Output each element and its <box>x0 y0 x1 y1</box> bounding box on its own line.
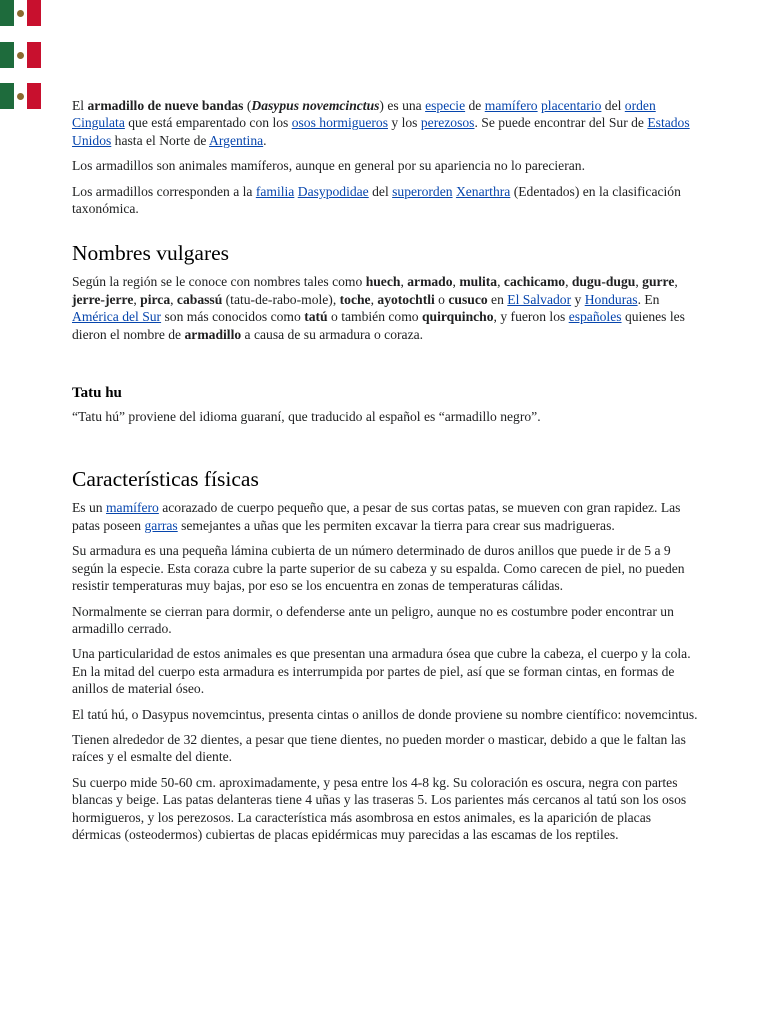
link-america-del-sur[interactable]: América del Sur <box>72 309 162 325</box>
paragraph-nombres: Según la región se le conoce con nombres tales como huech, armado, mulita, cachicamo, dugu-dugu, gurre, jerre-jerre, pirca, cabassú (tatu-de-rabo-mole), toche, ayotochtli o cusuco en El Salvador y Honduras. En América del Sur son más conocidos como tatú o también como quirquincho, y fueron los españoles quienes les dieron el nombre de armadillo a causa de su armadura o coraza. <box>72 274 685 342</box>
article-body <box>72 97 698 851</box>
link-perezosos[interactable]: perezosos <box>420 115 475 131</box>
link-espanoles[interactable]: españoles <box>568 309 622 325</box>
paragraph-caracteristicas-6: Tienen alrededor de 32 dientes, a pesar que tiene dientes, no pueden morder o masticar, debido a que le faltan las raíces y el esmalte del diente. <box>72 731 686 765</box>
mexico-flag-icon <box>0 42 41 68</box>
link-el-salvador[interactable]: El Salvador <box>507 291 572 307</box>
paragraph-mamiferos: Los armadillos son animales mamíferos, aunque en general por su apariencia no lo parecieran. <box>72 158 585 174</box>
paragraph-caracteristicas-2: Su armadura es una pequeña lámina cubierta de un número determinado de duros anillos que puede ir de 5 a 9 según la especie. Esta coraza cubre la parte superior de su cabeza y su espalda. Como carecen de piel, no pueden resistir temperaturas muy bajas, por eso se los encuentra en zonas de temperaturas cálidas. <box>72 543 685 594</box>
link-familia[interactable]: familia <box>255 183 295 199</box>
paragraph-caracteristicas-5: El tatú hú, o Dasypus novemcintus, presenta cintas o anillos de donde proviene su nombre científico: novemcintus. <box>72 706 698 722</box>
link-superorden[interactable]: superorden <box>392 183 453 199</box>
heading-caracteristicas-fisicas: Características físicas <box>72 467 259 492</box>
paragraph-tatu-hu: “Tatu hú” proviene del idioma guaraní, que traducido al español es “armadillo negro”. <box>72 409 541 425</box>
paragraph-caracteristicas-1: Es un mamífero acorazado de cuerpo pequeño que, a pesar de sus cortas patas, se mueven con gran rapidez. Las patas poseen garras semejantes a uñas que les permiten excavar la tierra para crear sus madrigueras. <box>72 500 681 533</box>
heading-tatu-hu: Tatu hu <box>72 385 122 402</box>
heading-nombres-vulgares: Nombres vulgares <box>72 241 230 266</box>
paragraph-caracteristicas-7: Su cuerpo mide 50-60 cm. aproximadamente, y pesa entre los 4-8 kg. Su coloración es oscura, negra con partes blancas y beige. Las patas delanteras tiene 4 uñas y las traseras 5. Los parientes más cercanos al tatú son los osos hormigueros, y los perezosos. La característica más asombrosa en estos animales, es la aparición de placas dérmicas (osteodermos) cubiertas de placas epidérmicas muy parecidas a las escamas de los reptiles. <box>72 774 687 842</box>
link-especie[interactable]: especie <box>425 98 466 113</box>
mexico-flag-icon <box>0 0 41 26</box>
link-dasypodidae[interactable]: Dasypodidae <box>297 183 369 199</box>
link-argentina[interactable]: Argentina <box>209 132 264 148</box>
link-mamifero[interactable]: mamífero <box>484 98 538 113</box>
link-mamifero-2[interactable]: mamífero <box>105 500 159 516</box>
link-xenarthra[interactable]: Xenarthra <box>455 183 511 199</box>
link-cingulata[interactable]: Cingulata <box>72 115 125 131</box>
mexico-flag-icon <box>0 83 41 109</box>
link-garras[interactable]: garras <box>144 517 178 533</box>
paragraph-clasificacion: Los armadillos corresponden a la familia Dasypodidae del superorden Xenarthra (Edentados) en la clasificación taxonómica. <box>72 183 681 217</box>
link-orden[interactable]: orden <box>624 98 656 113</box>
link-osos-hormigueros[interactable]: osos hormigueros <box>291 115 388 131</box>
paragraph-caracteristicas-3: Normalmente se cierran para dormir, o defenderse ante un peligro, aunque no es costumbre poder encontrar un armadillo cerrado. <box>72 603 674 636</box>
link-estados-unidos[interactable]: Estados Unidos <box>72 115 690 148</box>
intro-paragraph: El armadillo de nueve bandas (Dasypus novemcinctus) es una especie de mamífero placentario del orden Cingulata que está emparentado con los osos hormigueros y los perezosos. Se puede encontrar del Sur de Estados Unidos hasta el Norte de Argentina. <box>72 98 690 148</box>
link-placentario[interactable]: placentario <box>541 98 602 113</box>
link-honduras[interactable]: Honduras <box>584 291 638 307</box>
paragraph-caracteristicas-4: Una particularidad de estos animales es que presentan una armadura ósea que cubre la cabeza, el cuerpo y la cola. En la mitad del cuerpo esta armadura es interrumpida por partes de piel, así que se forman cintas, en formas de anillos de material óseo. <box>72 646 691 697</box>
